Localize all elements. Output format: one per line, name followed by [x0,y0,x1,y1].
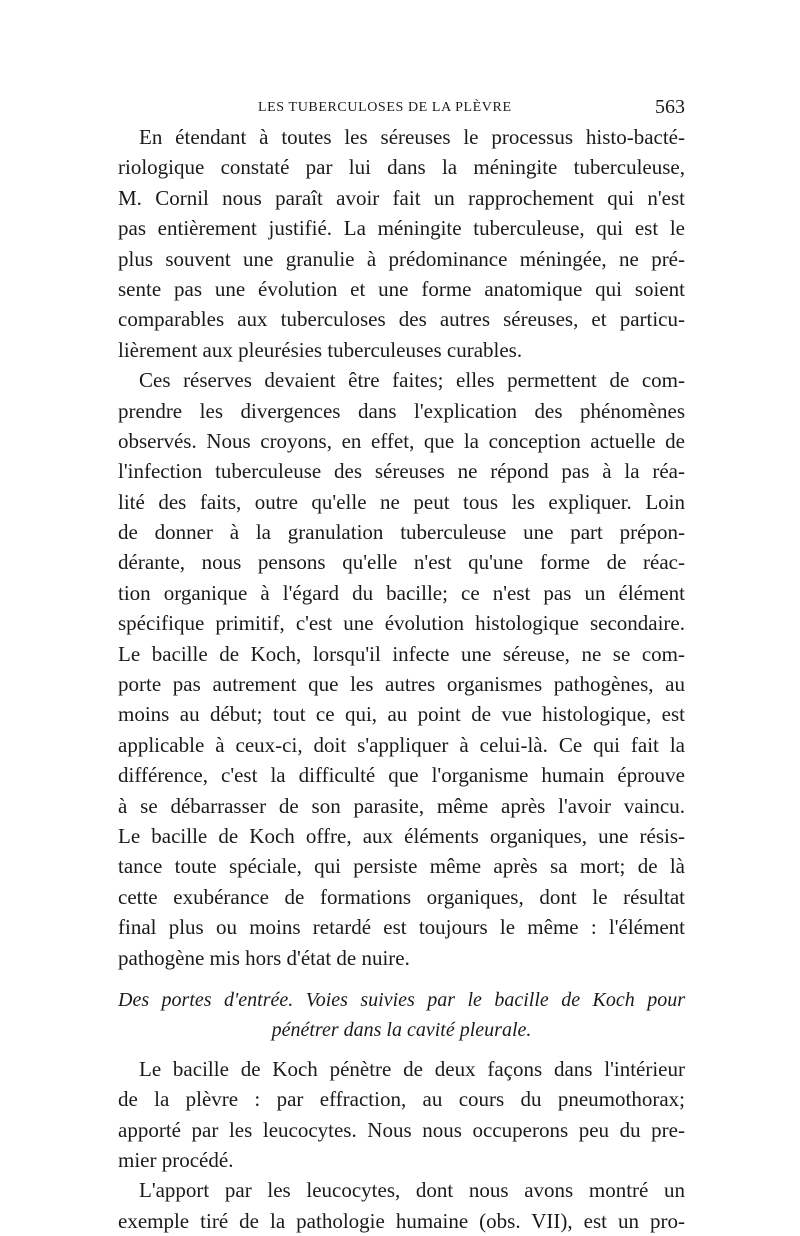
text-line: tion organique à l'égard du bacille; ce n'est pas un élément [118,580,685,605]
paragraph [118,1054,685,1176]
section-heading [118,985,685,1046]
text-line: pas entièrement justifié. La méningite tuberculeuse, qui est le [118,216,685,241]
text-line: lièrement aux pleurésies tuberculeuses curables. [118,337,523,362]
text-line: pathogène mis hors d'état de nuire. [118,945,410,970]
section-heading-line: pénétrer dans la cavité pleurale. [271,1019,532,1042]
page-number: 563 [655,96,685,118]
text-line: Le bacille de Koch pénètre de deux façons dans l'intérieur [139,1056,685,1081]
text-line: observés. Nous croyons, en effet, que la conception actuelle de [118,428,685,453]
text-line: M. Cornil nous paraît avoir fait un rapprochement qui n'est [118,185,685,210]
paragraph [118,122,685,365]
body-text [118,122,685,1236]
paragraph [118,365,685,973]
running-title: LES TUBERCULOSES DE LA PLÈVRE [258,100,512,115]
text-line: tance toute spéciale, qui persiste même après sa mort; de là [118,854,685,879]
text-line: à se débarrasser de son parasite, même après l'avoir vaincu. [118,793,685,818]
text-line: porte pas autrement que les autres organismes pathogènes, au [118,672,685,697]
text-line: moins au début; tout ce qui, au point de vue histologique, est [118,702,685,727]
text-line: sente pas une évolution et une forme anatomique qui soient [118,276,685,301]
section-heading-line: Des portes d'entrée. Voies suivies par le bacille de Koch pour [118,988,685,1011]
text-line: dérante, nous pensons qu'elle n'est qu'une forme de réac- [118,550,685,575]
text-line: En étendant à toutes les séreuses le processus histo-bacté- [139,125,685,149]
text-line: spécifique primitif, c'est une évolution histologique secondaire. [118,611,685,636]
text-line: prendre les divergences dans l'explication des phénomènes [118,398,685,423]
text-line: L'apport par les leucocytes, dont nous avons montré un [139,1178,685,1203]
paragraph [118,1175,685,1236]
text-line: lité des faits, outre qu'elle ne peut tous les expliquer. Loin [118,489,685,514]
text-line: exemple tiré de la pathologie humaine (obs. VII), est un pro- [118,1208,685,1233]
text-line: apporté par les leucocytes. Nous nous occuperons peu du pre- [118,1117,685,1142]
text-line: applicable à ceux-ci, doit s'appliquer à celui-là. Ce qui fait la [118,732,685,757]
text-line: final plus ou moins retardé est toujours le même : l'élément [118,915,685,940]
text-line: de la plèvre : par effraction, au cours du pneumothorax; [118,1087,685,1112]
text-line: l'infection tuberculeuse des séreuses ne répond pas à la réa- [118,459,685,484]
text-line: plus souvent une granulie à prédominance méningée, ne pré- [118,246,685,271]
text-line: Le bacille de Koch, lorsqu'il infecte une séreuse, ne se com- [118,641,685,666]
text-line: Ces réserves devaient être faites; elles permettent de com- [139,368,685,393]
text-line: de donner à la granulation tuberculeuse une part prépon- [118,520,685,545]
text-line: riologique constaté par lui dans la méningite tuberculeuse, [118,155,685,180]
text-line: cette exubérance de formations organiques, dont le résultat [118,884,685,909]
text-line: différence, c'est la difficulté que l'organisme humain éprouve [118,763,685,788]
page-header [118,96,685,124]
text-line: Le bacille de Koch offre, aux éléments organiques, une résis- [118,823,685,848]
text-line: mier procédé. [118,1147,234,1172]
text-line: comparables aux tuberculoses des autres séreuses, et particu- [118,307,685,332]
